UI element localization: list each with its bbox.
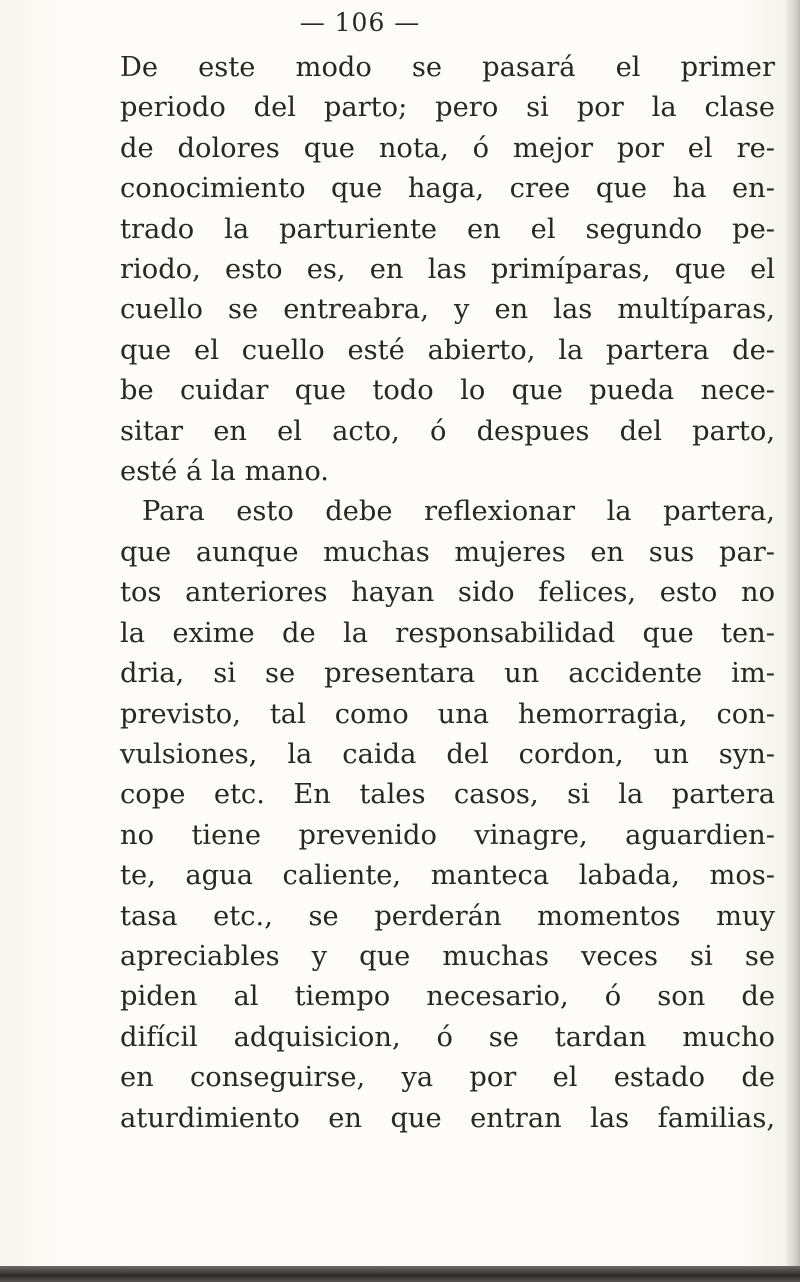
paragraph-end-line: esté á la mano. — [120, 456, 329, 488]
text-line: de dolores que nota, ó mejor por el re- — [120, 132, 775, 164]
text-line: vulsiones, la caida del cordon, un syn- — [120, 738, 775, 770]
text-line: que aunque muchas mujeres en sus par- — [120, 536, 775, 568]
text-line: difícil adquisicion, ó se tardan mucho — [120, 1021, 775, 1053]
text-line: be cuidar que todo lo que pueda nece- — [120, 375, 775, 407]
text-line: sitar en el acto, ó despues del parto, — [120, 415, 775, 447]
text-line: aturdimiento en que entran las familias, — [120, 1102, 775, 1134]
text-line: previsto, tal como una hemorragia, con- — [120, 698, 775, 730]
text-line: cuello se entreabra, y en las multíparas, — [120, 294, 775, 326]
text-line: te, agua caliente, manteca labada, mos- — [120, 860, 775, 892]
text-line: cope etc. En tales casos, si la partera — [120, 779, 775, 811]
text-line: apreciables y que muchas veces si se — [120, 940, 775, 972]
text-line: conocimiento que haga, cree que ha en- — [120, 173, 775, 205]
text-line: piden al tiempo necesario, ó son de — [120, 981, 775, 1013]
text-line: que el cuello esté abierto, la partera de- — [120, 334, 775, 366]
page-bottom-edge — [0, 1266, 800, 1282]
body-text — [120, 48, 775, 1139]
text-line: trado la parturiente en el segundo pe- — [120, 213, 775, 245]
text-line: periodo del parto; pero si por la clase — [120, 92, 775, 124]
page-number: — 106 — — [299, 8, 421, 37]
text-line: dria, si se presentara un accidente im- — [120, 658, 775, 690]
text-line: De este modo se pasará el primer — [120, 52, 775, 83]
text-line: riodo, esto es, en las primíparas, que el — [120, 254, 775, 286]
text-line: en conseguirse, ya por el estado de — [120, 1062, 775, 1094]
page-edge-shadow — [786, 0, 800, 1282]
paragraph-start-line: Para esto debe reflexionar la partera, — [142, 496, 775, 528]
text-line: tos anteriores hayan sido felices, esto no — [120, 577, 775, 609]
text-line: la exime de la responsabilidad que ten- — [120, 617, 775, 649]
text-line: tasa etc., se perderán momentos muy — [120, 900, 775, 932]
text-line: no tiene prevenido vinagre, aguardien- — [120, 819, 775, 851]
